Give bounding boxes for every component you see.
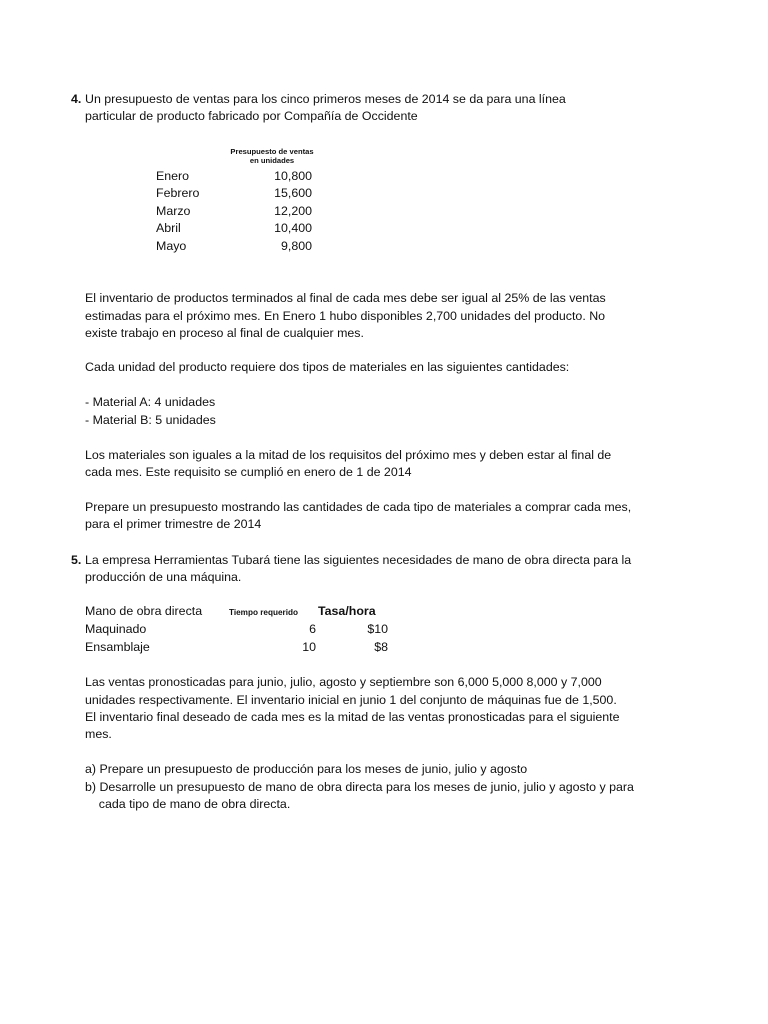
problem-4-intro-line: Un presupuesto de ventas para los cinco primeros meses de 2014 se da para una línea xyxy=(85,92,566,106)
paragraph-line: para el primer trimestre de 2014 xyxy=(85,517,262,531)
sales-month: Marzo xyxy=(156,204,191,218)
labor-table-header-label: Mano de obra directa xyxy=(85,604,203,618)
problem-5-number: 5. xyxy=(71,553,82,567)
task-item: cada tipo de mano de obra directa. xyxy=(85,797,291,811)
paragraph-line: El inventario final deseado de cada mes es la mitad de las ventas pronosticadas para el siguiente xyxy=(85,710,620,724)
paragraph-line: Cada unidad del producto requiere dos tipos de materiales en las siguientes cantidades: xyxy=(85,360,570,374)
sales-value: 10,400 xyxy=(274,221,312,235)
sales-table-header-line: en unidades xyxy=(249,156,295,165)
labor-row-rate: $10 xyxy=(367,622,388,636)
paragraph-line: unidades respectivamente. El inventario inicial en junio 1 del conjunto de máquinas fue de 1,500. xyxy=(85,693,617,707)
sales-value: 9,800 xyxy=(280,239,312,253)
labor-row-label: Ensamblaje xyxy=(85,640,150,654)
task-item: b) Desarrolle un presupuesto de mano de obra directa para los meses de junio, julio y agosto y para xyxy=(85,780,634,794)
paragraph-line: Las ventas pronosticadas para junio, julio, agosto y septiembre son 6,000 5,000 8,000 y 7,000 xyxy=(85,675,602,689)
problem-4-intro-line: particular de producto fabricado por Compañía de Occidente xyxy=(85,109,418,123)
paragraph-line: cada mes. Este requisito se cumplió en enero de 1 de 2014 xyxy=(85,465,412,479)
sales-table-header-line: Presupuesto de ventas xyxy=(230,147,314,156)
labor-row-time: 6 xyxy=(309,622,316,636)
paragraph-line: estimadas para el próximo mes. En Enero 1 hubo disponibles 2,700 unidades del producto. No xyxy=(85,309,606,323)
labor-row-time: 10 xyxy=(302,640,316,654)
sales-value: 15,600 xyxy=(274,186,312,200)
sales-month: Enero xyxy=(156,169,190,183)
paragraph-line: existe trabajo en proceso al final de cualquier mes. xyxy=(85,326,364,340)
sales-month: Mayo xyxy=(156,239,187,253)
labor-row-label: Maquinado xyxy=(85,622,147,636)
sales-value: 10,800 xyxy=(274,169,312,183)
problem-5-intro-line: producción de una máquina. xyxy=(85,570,242,584)
labor-row-rate: $8 xyxy=(374,640,388,654)
sales-month: Febrero xyxy=(156,186,200,200)
paragraph-line: mes. xyxy=(85,727,112,741)
problem-5-intro-line: La empresa Herramientas Tubará tiene las siguientes necesidades de mano de obra directa para la xyxy=(85,553,632,567)
sales-month: Abril xyxy=(156,221,181,235)
material-item: - Material B: 5 unidades xyxy=(85,413,216,427)
paragraph-line: Prepare un presupuesto mostrando las cantidades de cada tipo de materiales a comprar cada mes, xyxy=(85,500,632,514)
sales-value: 12,200 xyxy=(274,204,312,218)
paragraph-line: El inventario de productos terminados al final de cada mes debe ser igual al 25% de las ventas xyxy=(85,291,606,305)
paragraph-line: Los materiales son iguales a la mitad de los requisitos del próximo mes y deben estar al final de xyxy=(85,448,612,462)
task-item: a) Prepare un presupuesto de producción para los meses de junio, julio y agosto xyxy=(85,762,528,776)
material-item: - Material A: 4 unidades xyxy=(85,395,216,409)
problem-4-number: 4. xyxy=(71,92,82,106)
sales-table-header xyxy=(222,147,322,165)
labor-table-header-rate: Tasa/hora xyxy=(318,604,376,618)
labor-table-header-time: Tiempo requerido xyxy=(229,608,298,617)
